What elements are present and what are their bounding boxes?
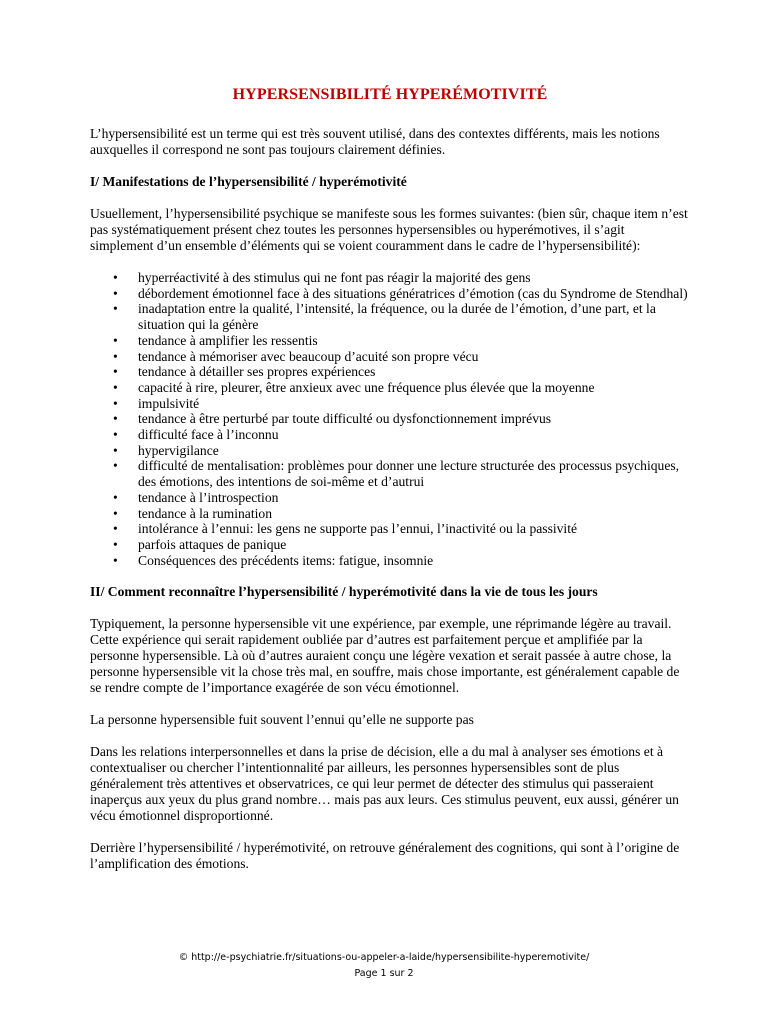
list-item: • tendance à la rumination bbox=[138, 506, 690, 522]
list-item: • inadaptation entre la qualité, l’intensité, la fréquence, ou la durée de l’émotion, d’une part, et la situation qui la génère bbox=[138, 301, 690, 332]
list-item: • intolérance à l’ennui: les gens ne supporte pas l’ennui, l’inactivité ou la passivité bbox=[138, 521, 690, 537]
list-item: • Conséquences des précédents items: fatigue, insomnie bbox=[138, 553, 690, 569]
section-2-paragraph: Dans les relations interpersonnelles et dans la prise de décision, elle a du mal à analyser ses émotions et à contextualiser ou chercher l’intentionnalité par ailleurs, les personnes hypersensibles sont de plus généralement très attentives et observatrices, ce qui leur permet de détecter des stimulus qui passeraient inaperçus aux yeux du plus grand nombre… mais pas aux leurs. Ces stimulus peuvent, eux aussi, générer un vécu émotionnel disproportionné. bbox=[90, 744, 679, 824]
list-item: • capacité à rire, pleurer, être anxieux avec une fréquence plus élevée que la moyenne bbox=[138, 380, 690, 396]
list-item: • tendance à être perturbé par toute difficulté ou dysfonctionnement imprévus bbox=[138, 411, 690, 427]
list-item: • tendance à amplifier les ressentis bbox=[138, 333, 690, 349]
manifestations-list bbox=[90, 270, 690, 568]
section-2-heading: II/ Comment reconnaître l’hypersensibilité / hyperémotivité dans la vie de tous les jours bbox=[90, 584, 598, 600]
section-2-paragraph: Derrière l’hypersensibilité / hyperémotivité, on retrouve généralement des cognitions, qui sont à l’origine de l’amplification des émotions. bbox=[90, 840, 680, 872]
section-1-paragraph: Usuellement, l’hypersensibilité psychique se manifeste sous les formes suivantes: (bien sûr, chaque item n’est pas systématiquement présent chez toutes les personnes hypersensibles ou hyperémotives, il s’agit simplement d’un ensemble d’éléments qui se voient couramment dans le cadre de l’hypersensibilité): bbox=[90, 206, 688, 253]
list-item: • débordement émotionnel face à des situations génératrices d’émotion (cas du Syndrome de Stendhal) bbox=[138, 286, 690, 302]
list-item: • hypervigilance bbox=[138, 443, 690, 459]
list-item: • tendance à l’introspection bbox=[138, 490, 690, 506]
list-item: • tendance à mémoriser avec beaucoup d’acuité son propre vécu bbox=[138, 349, 690, 365]
section-2-paragraph: Typiquement, la personne hypersensible vit une expérience, par exemple, une réprimande légère au travail. Cette expérience qui serait rapidement oubliée par d’autres est parfaitement perçue et amplifiée par la personne hypersensible. Là où d’autres auraient conçu une légère vexation et serait passée à autre chose, la personne hypersensible vit la chose très mal, en souffre, mais chose importante, est généralement capable de se rendre compte de l’importance exagérée de son vécu émotionnel. bbox=[90, 616, 680, 696]
list-item: • difficulté face à l’inconnu bbox=[138, 427, 690, 443]
section-1-heading: I/ Manifestations de l’hypersensibilité / hyperémotivité bbox=[90, 174, 407, 189]
page-number: Page 1 sur 2 bbox=[354, 968, 414, 979]
document-page bbox=[90, 86, 690, 888]
list-item: • parfois attaques de panique bbox=[138, 537, 690, 553]
intro-paragraph: L’hypersensibilité est un terme qui est très souvent utilisé, dans des contextes différents, mais les notions auxquelles il correspond ne sont pas toujours clairement définies. bbox=[90, 126, 660, 157]
section-2-paragraph: La personne hypersensible fuit souvent l’ennui qu’elle ne supporte pas bbox=[90, 712, 474, 728]
list-item: • impulsivité bbox=[138, 396, 690, 412]
source-url: © http://e-psychiatrie.fr/situations-ou-appeler-a-laide/hypersensibilite-hyperemotivite/ bbox=[178, 952, 590, 963]
page-footer bbox=[0, 950, 768, 982]
list-item: • hyperréactivité à des stimulus qui ne font pas réagir la majorité des gens bbox=[138, 270, 690, 286]
list-item: • tendance à détailler ses propres expériences bbox=[138, 364, 690, 380]
page-title: HYPERSENSIBILITÉ HYPERÉMOTIVITÉ bbox=[232, 86, 548, 103]
list-item: • difficulté de mentalisation: problèmes pour donner une lecture structurée des processus psychiques, des émotions, des intentions de soi-même et d’autrui bbox=[138, 458, 690, 489]
